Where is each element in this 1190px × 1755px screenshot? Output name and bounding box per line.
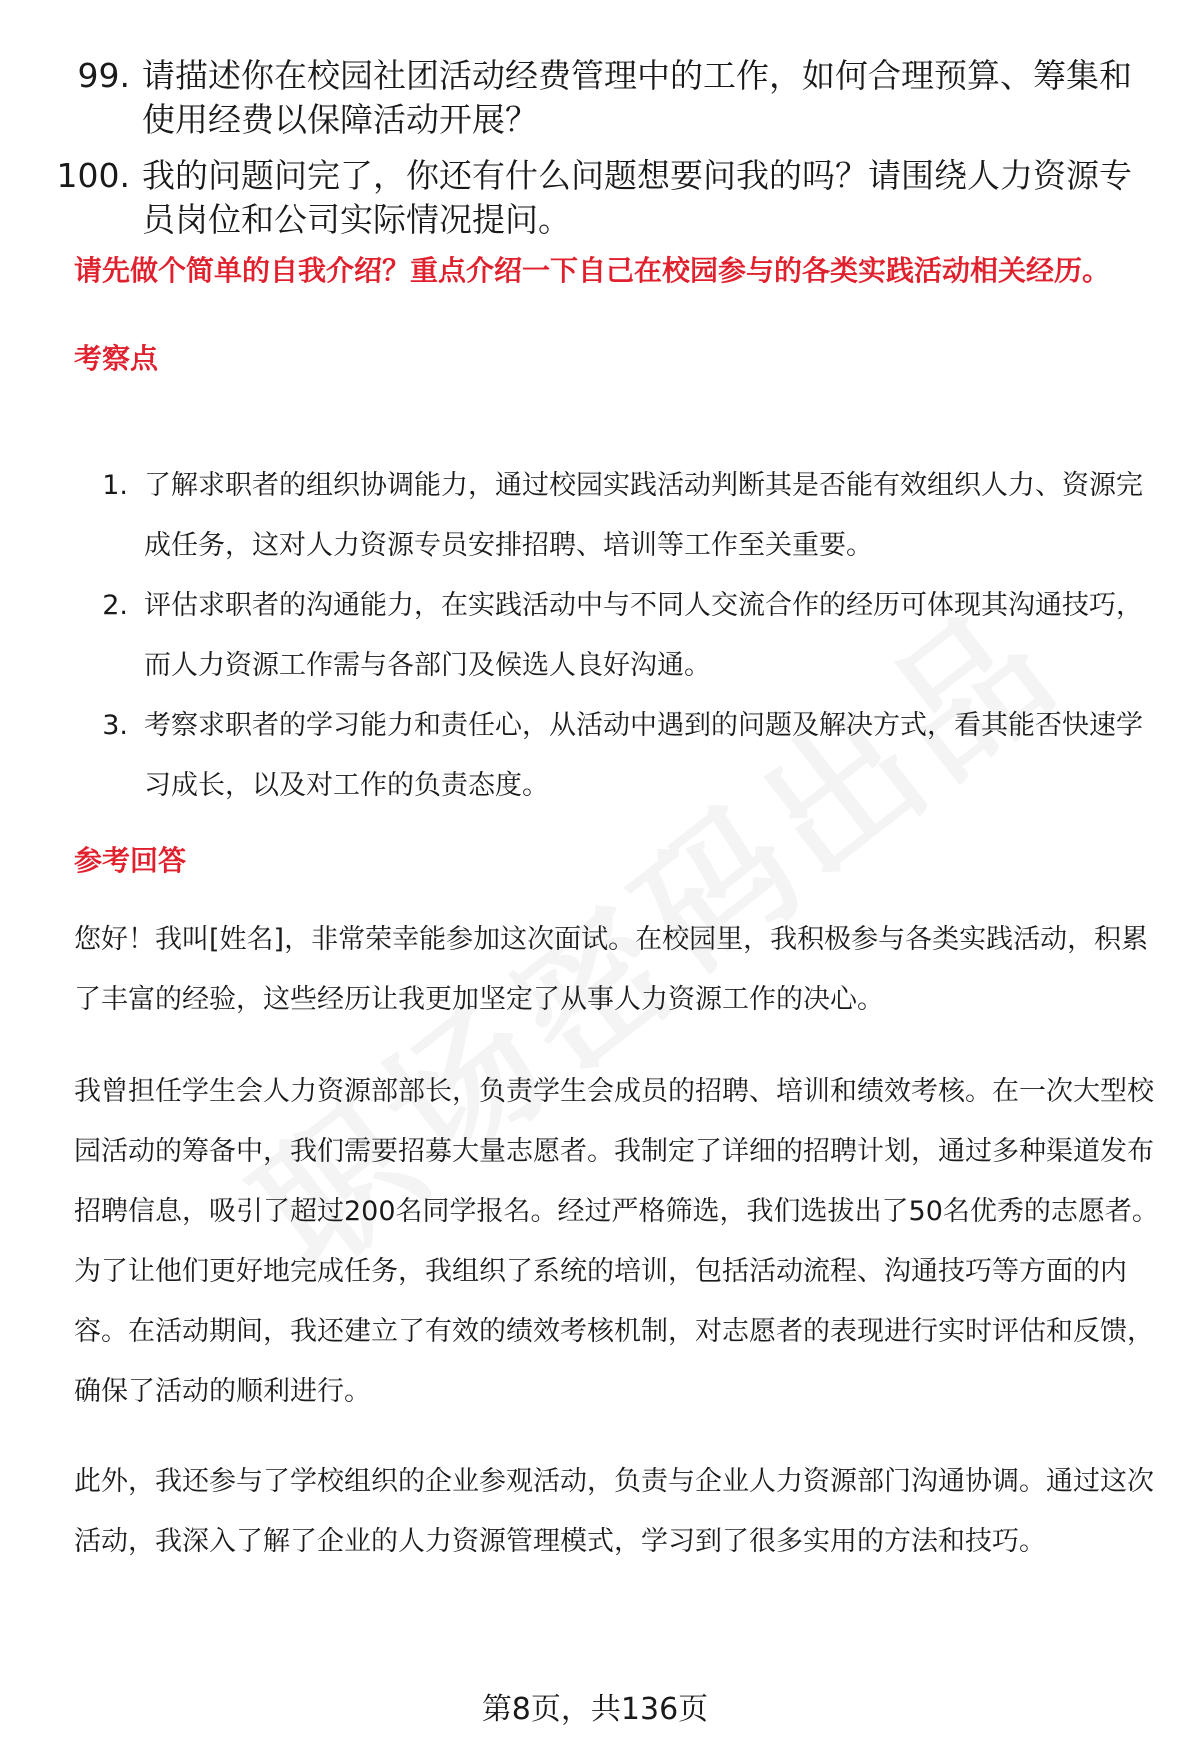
question-item bbox=[36, 154, 1154, 242]
assessment-points bbox=[74, 456, 1160, 816]
question-list bbox=[36, 54, 1154, 254]
assessment-point bbox=[74, 696, 1160, 816]
question-text: 我的问题问完了，你还有什么问题想要问我的吗？请围绕人力资源专员岗位和公司实际情况提问。 bbox=[142, 156, 1132, 239]
point-text: 了解求职者的组织协调能力，通过校园实践活动判断其是否能有效组织人力、资源完成任务，这对人力资源专员安排招聘、培训等工作至关重要。 bbox=[144, 470, 1143, 561]
answer-paragraph: 我曾担任学生会人力资源部部长，负责学生会成员的招聘、培训和绩效考核。在一次大型校园活动的筹备中，我们需要招募大量志愿者。我制定了详细的招聘计划，通过多种渠道发布招聘信息，吸引了超过200名同学报名。经过严格筛选，我们选拔出了50名优秀的志愿者。为了让他们更好地完成任务，我组织了系统的培训，包括活动流程、沟通技巧等方面的内容。在活动期间，我还建立了有效的绩效考核机制，对志愿者的表现进行实时评估和反馈，确保了活动的顺利进行。 bbox=[74, 1076, 1159, 1407]
main-question-heading: 请先做个简单的自我介绍？重点介绍一下自己在校园参与的各类实践活动相关经历。 bbox=[74, 254, 1111, 287]
point-text: 评估求职者的沟通能力，在实践活动中与不同人交流合作的经历可体现其沟通技巧，而人力资源工作需与各部门及候选人良好沟通。 bbox=[144, 590, 1143, 681]
question-number: 99. bbox=[77, 56, 130, 95]
point-number: 2. bbox=[102, 590, 128, 621]
assessment-point bbox=[74, 456, 1160, 576]
answer-heading: 参考回答 bbox=[74, 844, 187, 877]
question-number: 100. bbox=[56, 156, 130, 195]
page-footer: 第8页，共136页 bbox=[481, 1692, 709, 1727]
question-text: 请描述你在校园社团活动经费管理中的工作，如何合理预算、筹集和使用经费以保障活动开展？ bbox=[142, 56, 1132, 139]
answer-paragraph: 您好！我叫[姓名]，非常荣幸能参加这次面试。在校园里，我积极参与各类实践活动，积累了丰富的经验，这些经历让我更加坚定了从事人力资源工作的决心。 bbox=[74, 924, 1149, 1015]
question-item bbox=[36, 54, 1154, 142]
point-number: 1. bbox=[102, 470, 128, 501]
answer-paragraph: 此外，我还参与了学校组织的企业参观活动，负责与企业人力资源部门沟通协调。通过这次活动，我深入了解了企业的人力资源管理模式，学习到了很多实用的方法和技巧。 bbox=[74, 1466, 1154, 1557]
assessment-point bbox=[74, 576, 1160, 696]
assessment-heading: 考察点 bbox=[74, 342, 159, 375]
point-number: 3. bbox=[102, 710, 128, 741]
point-text: 考察求职者的学习能力和责任心，从活动中遇到的问题及解决方式，看其能否快速学习成长，以及对工作的负责态度。 bbox=[144, 710, 1143, 801]
